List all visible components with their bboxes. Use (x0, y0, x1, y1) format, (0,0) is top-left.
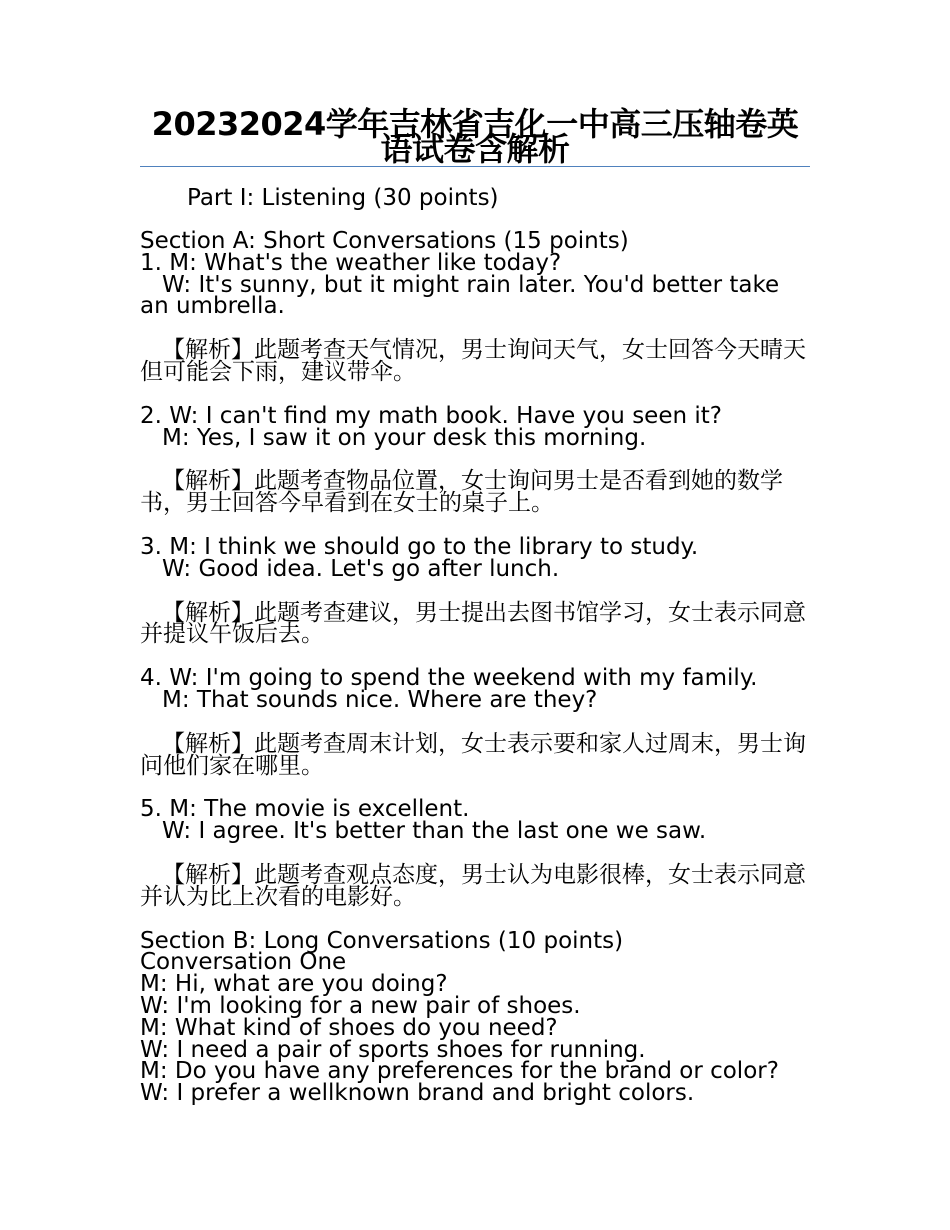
analysis-paragraph: 【解析】此题考查周末计划，女士表示要和家人过周末，男士询问他们家在哪里。 (140, 730, 806, 779)
question-line: 2. W: I can't find my math book. Have you seen it? (140, 402, 722, 429)
question-line: 5. M: The movie is excellent. (140, 796, 470, 823)
dialogue-line: M: Hi, what are you doing? (140, 971, 448, 998)
section-b-heading: Section B: Long Conversations (10 points) (140, 927, 624, 954)
answer-line: W: It's sunny, but it might rain later. You'd better take an umbrella. (140, 271, 787, 320)
conversation-title: Conversation One (140, 949, 347, 976)
question-4 (140, 665, 810, 779)
question-5 (140, 796, 810, 910)
question-1 (140, 249, 810, 385)
question-line: 1. M: What's the weather like today? (140, 249, 562, 276)
analysis-paragraph: 【解析】此题考查天气情况，男士询问天气，女士回答今天晴天但可能会下雨，建议带伞。 (140, 337, 806, 385)
dialogue-line: M: What kind of shoes do you need? (140, 1014, 558, 1041)
question-2 (140, 402, 810, 517)
document-title: 20232024学年吉林省吉化一中高三压轴卷英语试卷含解析 (151, 105, 799, 168)
answer-line: M: Yes, I saw it on your desk this morning. (162, 424, 647, 451)
question-3 (140, 533, 810, 648)
answer-line: M: That sounds nice. Where are they? (162, 686, 598, 713)
section-a (140, 228, 810, 910)
dialogue-line: M: Do you have any preferences for the brand or color? (140, 1058, 779, 1085)
analysis-paragraph: 【解析】此题考查物品位置，女士询问男士是否看到她的数学书，男士回答今早看到在女士的桌子上。 (140, 468, 783, 517)
section-b (140, 927, 810, 1107)
dialogue-line: W: I need a pair of sports shoes for running. (140, 1036, 646, 1063)
analysis-paragraph: 【解析】此题考查建议，男士提出去图书馆学习，女士表示同意并提议午饭后去。 (140, 599, 806, 648)
document-page (140, 100, 810, 1105)
question-line: 3. M: I think we should go to the library to study. (140, 533, 699, 560)
question-line: 4. W: I'm going to spend the weekend with my family. (140, 665, 758, 692)
dialogue-line: W: I'm looking for a new pair of shoes. (140, 992, 581, 1019)
section-a-heading: Section A: Short Conversations (15 points) (140, 228, 629, 254)
answer-line: W: Good idea. Let's go after lunch. (162, 555, 560, 582)
part-heading: Part I: Listening (30 points) (187, 185, 499, 211)
answer-line: W: I agree. It's better than the last one we saw. (162, 818, 707, 845)
analysis-paragraph: 【解析】此题考查观点态度，男士认为电影很棒，女士表示同意并认为比上次看的电影好。 (140, 861, 806, 910)
dialogue-line: W: I prefer a wellknown brand and bright colors. (140, 1080, 695, 1107)
